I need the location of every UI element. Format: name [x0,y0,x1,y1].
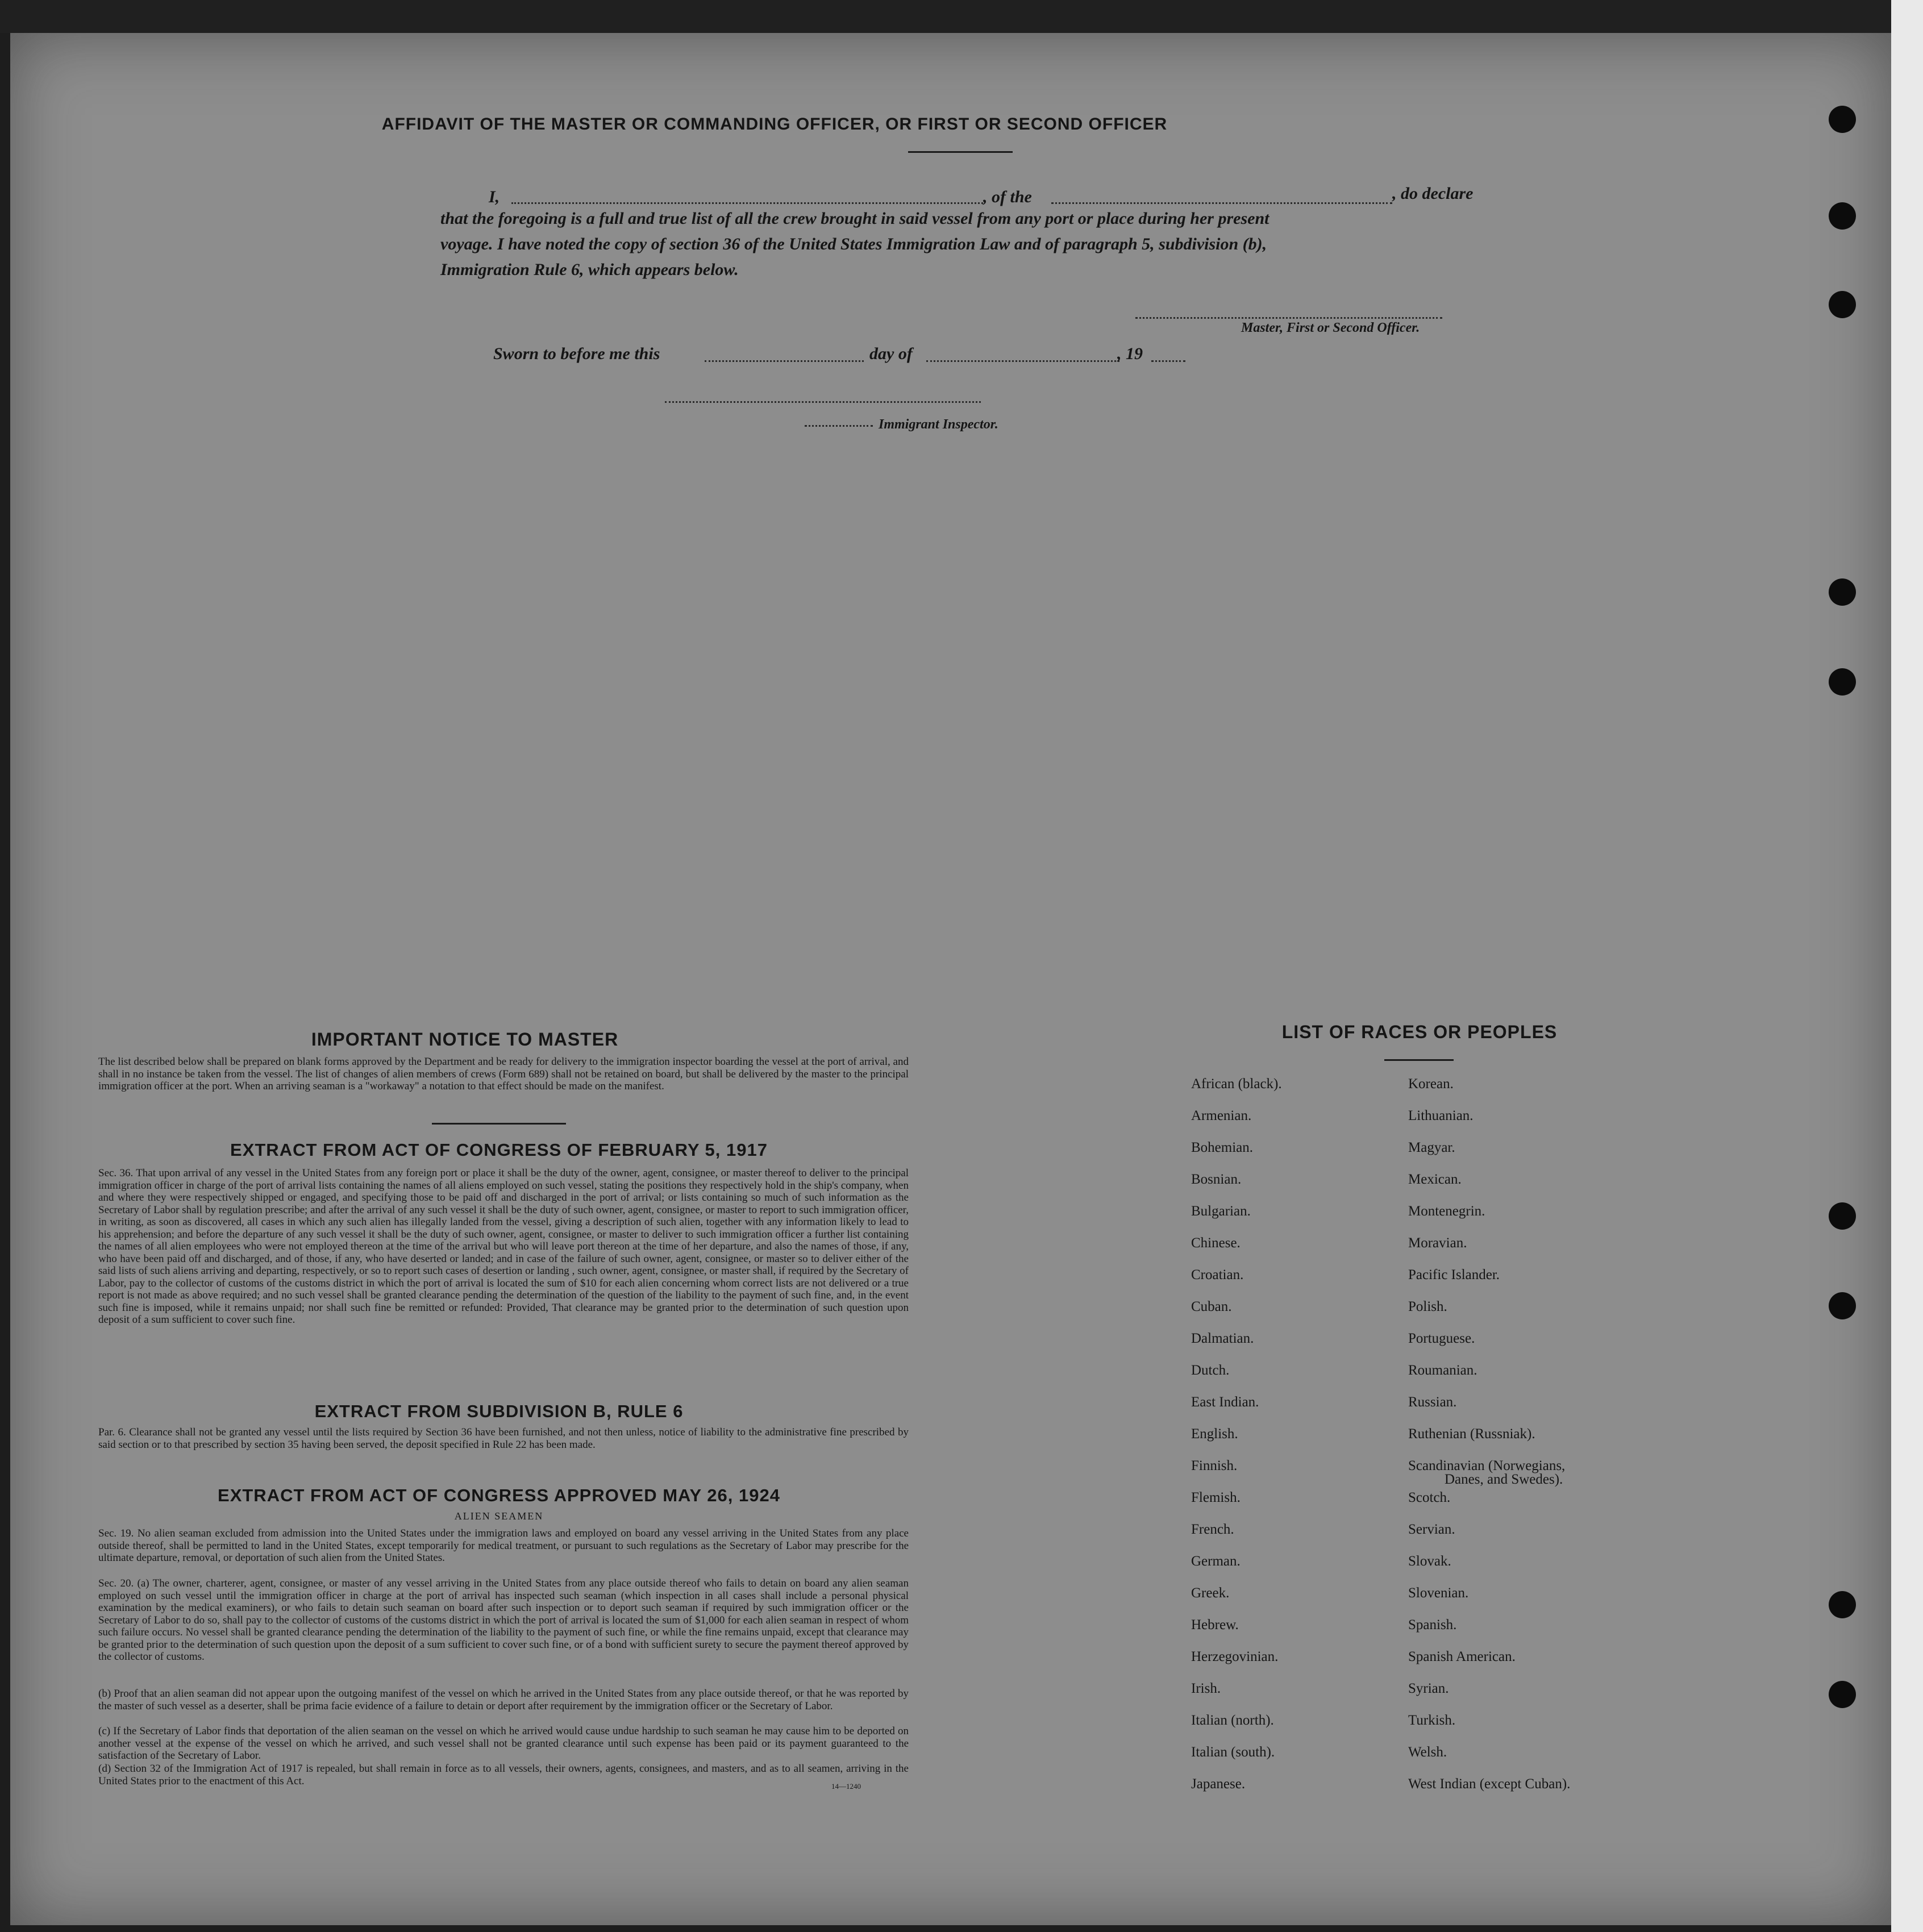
sec20c-body: (c) If the Secretary of Labor finds that deportation of the alien seaman on the vessel on which he arrived would cause undue hardship to such seaman he may cause him to be deported on another vessel at the expense of the vessel on which he arrived, and such vessel shall not be granted clearance until such expense has been paid or its payment guaranteed to the satisfaction of the Secretary of Labor. [98,1725,909,1762]
race-item-right: Scotch. [1408,1490,1451,1505]
race-item-right: Spanish American. [1408,1649,1516,1664]
binder-hole [1829,291,1856,318]
race-item-left: Bulgarian. [1191,1204,1251,1219]
affidavit-line-3: voyage. I have noted the copy of section 36 of the United States Immigration Law and of paragraph 5, subdivision (b), [440,235,1267,253]
year-blank [1151,360,1185,362]
section-rule [432,1123,566,1125]
race-item-right: Slovenian. [1408,1585,1469,1601]
affidavit-declare: , do declare [1392,184,1474,203]
binder-hole [1829,106,1856,133]
binder-hole [1829,1681,1856,1708]
race-item-right: Ruthenian (Russniak). [1408,1426,1535,1442]
race-item-right: Magyar. [1408,1140,1455,1155]
races-rule [1384,1059,1454,1061]
race-item-right: Slovak. [1408,1554,1451,1569]
race-item-left: English. [1191,1426,1238,1442]
race-item-right: Roumanian. [1408,1363,1477,1378]
scan-right-border [1891,0,1923,1932]
race-item-right: Lithuanian. [1408,1108,1474,1123]
race-item-left: Irish. [1191,1681,1221,1696]
race-item-right: Spanish. [1408,1617,1457,1633]
title-rule [908,151,1013,153]
race-item-left: African (black). [1191,1076,1282,1092]
race-item-left: Italian (north). [1191,1713,1274,1728]
race-item-left: Finnish. [1191,1458,1238,1473]
race-item-right: Portuguese. [1408,1331,1475,1346]
race-item-right: Mexican. [1408,1172,1462,1187]
inspector-short-line [805,425,873,427]
race-item-right: Syrian. [1408,1681,1449,1696]
race-item-right: Servian. [1408,1522,1455,1537]
day-blank [705,360,864,362]
sworn-prefix: Sworn to before me this [493,344,660,363]
race-item-left: Cuban. [1191,1299,1232,1314]
race-item-right: Korean. [1408,1076,1454,1092]
vessel-blank [1051,202,1392,204]
race-item-right: Moravian. [1408,1235,1467,1251]
document-page [10,33,1891,1925]
binder-hole [1829,1591,1856,1618]
race-item-left: Greek. [1191,1585,1230,1601]
race-item-left: East Indian. [1191,1394,1259,1410]
extract-rule6-title: EXTRACT FROM SUBDIVISION B, RULE 6 [314,1401,684,1421]
extract-rule6-body: Par. 6. Clearance shall not be granted any vessel until the lists required by Section 36 have been furnished, and not then unless, notice of liability to the administrative fine prescribed by said section or to that prescribed by section 35 having been served, the deposit specified in Rule 22 has been made. [98,1426,909,1451]
race-item-right: Scandinavian (Norwegians, [1408,1458,1566,1473]
binder-hole [1829,1292,1856,1319]
sworn-year: , 19 [1117,344,1143,363]
race-item-left: Bosnian. [1191,1172,1242,1187]
race-item-left: Hebrew. [1191,1617,1239,1633]
sec20b-body: (b) Proof that an alien seaman did not appear upon the outgoing manifest of the vessel on which he arrived in the United States from any place outside thereof, or that he was reported by the master of such vessel as a deserter, shall be prima facie evidence of a failure to detain or deport after requirement by the immigration officer or the Secretary of Labor. [98,1688,909,1712]
affidavit-line-2: that the foregoing is a full and true list of all the crew brought in said vessel from any port or place during her present [440,209,1269,228]
race-item-left: Armenian. [1191,1108,1252,1123]
race-item-right: Montenegrin. [1408,1204,1485,1219]
alien-seamen-subtitle: ALIEN SEAMEN [454,1510,544,1522]
affidavit-of-the: , of the [983,188,1032,206]
race-item-left: Japanese. [1191,1776,1246,1792]
race-item-left: Herzegovinian. [1191,1649,1279,1664]
binder-hole [1829,1202,1856,1230]
race-item-right: Turkish. [1408,1713,1456,1728]
sec19-body: Sec. 19. No alien seaman excluded from admission into the United States under the immigration laws and employed on board any vessel arriving in the United States from any place outside thereof, shall be permitted to land in the United States, except temporarily for medical treatment, or pursuant to such regulations as the Secretary of Labor may prescribe for the ultimate departure, removal, or deportation of such alien from the United States. [98,1527,909,1564]
race-item-right: Danes, and Swedes). [1445,1472,1563,1487]
scan-top-border [0,0,1923,33]
inspector-label: Immigrant Inspector. [879,417,998,432]
name-blank [511,202,983,204]
month-blank [926,360,1119,362]
race-item-left: Dutch. [1191,1363,1230,1378]
affidavit-line-4: Immigration Rule 6, which appears below. [440,260,739,279]
binder-hole [1829,578,1856,606]
races-title: LIST OF RACES OR PEOPLES [1281,1022,1558,1042]
extract-1917-title: EXTRACT FROM ACT OF CONGRESS OF FEBRUARY 5, 1917 [230,1140,768,1160]
affidavit-title: AFFIDAVIT OF THE MASTER OR COMMANDING OFFICER, OR FIRST OR SECOND OFFICER [381,115,1168,134]
race-item-left: Italian (south). [1191,1744,1275,1760]
race-item-left: French. [1191,1522,1234,1537]
sec20d-body: (d) Section 32 of the Immigration Act of 1917 is repealed, but shall remain in force as to all vessels, their owners, agents, consignees, and masters, and as to all seamen, arriving in the United States prior to the enactment of this Act. [98,1763,909,1787]
race-item-right: Polish. [1408,1299,1447,1314]
extract-1924-title: EXTRACT FROM ACT OF CONGRESS APPROVED MAY 26, 1924 [218,1485,780,1505]
race-item-right: Russian. [1408,1394,1457,1410]
race-item-left: Croatian. [1191,1267,1244,1283]
inspector-signature-line [665,401,981,403]
race-item-left: Dalmatian. [1191,1331,1254,1346]
notice-body: The list described below shall be prepared on blank forms approved by the Department and be ready for delivery to the immigration inspector boarding the vessel at the port of arrival, and shall in no instance be taken from the vessel. The list of changes of alien members of crews (Form 689) shall not be retained on board, but shall be delivered by the master to the principal immigration officer at the port. When an arriving seaman is a "workaway" a notation to that effect should be made on the manifest. [98,1056,909,1092]
race-item-left: German. [1191,1554,1241,1569]
master-signature-line [1135,317,1442,319]
race-item-right: Pacific Islander. [1408,1267,1500,1283]
binder-hole [1829,668,1856,696]
form-number: 14—1240 [831,1782,861,1791]
affidavit-i: I, [489,188,500,206]
race-item-right: Welsh. [1408,1744,1447,1760]
extract-1917-body: Sec. 36. That upon arrival of any vessel in the United States from any foreign port or place it shall be the duty of the owner, agent, consignee, or master thereof to deliver to the principal immigration officer in charge of the port of arrival lists containing the names of all aliens employed on such vessel, stating the positions they respectively hold in the ship's company, when and where they were respectively shipped or engaged, and specifying those to be paid off and discharged in the port of arrival; or lists containing so much of such information as the Secretary of Labor shall by regulation prescribe; and after the arrival of any such vessel it shall be the duty of such owner, agent, consignee, or master to report to such immigration officer, in writing, as soon as discovered, all cases in which any such alien has illegally landed from the vessel, giving a description of such alien, together with any information likely to lead to his apprehension; and before the departure of any such vessel it shall be the duty of such owner, agent, consignee, or master to deliver to such immigration officer a further list containing the names of all alien employees who were not employed thereon at the time of the arrival but who will leave port thereon at the time of her departure, and also the names of those, if any, who have been paid off and discharged, and of those, if any, who have deserted or landed; and in case of the failure of such owner, agent, consignee, or master so to deliver either of the said lists of such aliens arriving and departing, respectively, or so to report such cases of desertion or landing , such owner, agent, consignee, or master shall, if required by the Secretary of Labor, pay to the collector of customs of the customs district in which the port of arrival is located the sum of $10 for each alien concerning whom correct lists are not delivered or a true report is not made as above required; and no such vessel shall be granted clearance pending the determination of the question of the liability to the payment of such fine, and, in the event such fine is imposed, while it remains unpaid; nor shall such fine be remitted or refunded: Provided, That clearance may be granted prior to the determination of such question upon deposit of a sum sufficient to cover such fine. [98,1167,909,1326]
binder-hole [1829,202,1856,230]
sworn-day-of: day of [869,344,913,363]
race-item-left: Flemish. [1191,1490,1241,1505]
race-item-left: Chinese. [1191,1235,1241,1251]
race-item-left: Bohemian. [1191,1140,1254,1155]
race-item-right: West Indian (except Cuban). [1408,1776,1571,1792]
master-label: Master, First or Second Officer. [1241,320,1420,335]
notice-title: IMPORTANT NOTICE TO MASTER [311,1029,619,1050]
sec20a-body: Sec. 20. (a) The owner, charterer, agent, consignee, or master of any vessel arriving in the United States from any place outside thereof who fails to detain on board any alien seaman employed on such vessel until the immigration officer in charge at the port of arrival has inspected such seaman (which inspection in all cases shall include a personal physical examination by the medical examiners), or who fails to detain such seaman on board after such inspection or to deport such seaman if required by such immigration officer or the Secretary of Labor to do so, shall pay to the collector of customs of the customs district in which the port of arrival is located the sum of $1,000 for each alien seaman in respect of whom such failure occurs. No vessel shall be granted clearance pending the determination of the liability to the payment of such fine, or while the fine remains unpaid, except that clearance may be granted prior to the determination of such question upon the deposit of a sum sufficient to cover such fine, or of a bond with sufficient surety to secure the payment thereof approved by the collector of customs. [98,1577,909,1663]
